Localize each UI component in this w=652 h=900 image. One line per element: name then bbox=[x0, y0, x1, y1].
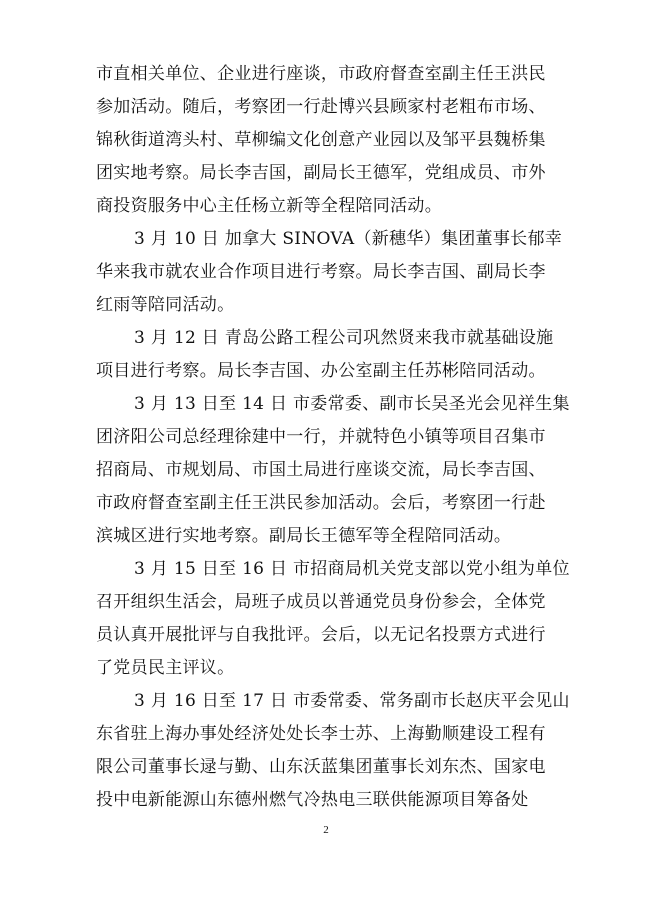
text-line: 商投资服务中心主任杨立新等全程陪同活动。 bbox=[96, 196, 442, 216]
text-line: 市直相关单位、企业进行座谈，市政府督查室副主任王洪民 bbox=[96, 64, 546, 84]
text-line: 华来我市就农业合作项目进行考察。局长李吉国、副局长李 bbox=[96, 262, 546, 282]
paragraph-first-line: 3 月 13 日至 14 日 市委常委、副市长吴圣光会见祥生集 bbox=[134, 394, 570, 414]
text-line: 投中电新能源山东德州燃气冷热电三联供能源项目筹备处 bbox=[96, 790, 529, 810]
text-line: 了党员民主评议。 bbox=[96, 658, 235, 678]
text-line: 滨城区进行实地考察。副局长王德军等全程陪同活动。 bbox=[96, 526, 512, 546]
text-line: 团济阳公司总经理徐建中一行，并就特色小镇等项目召集市 bbox=[96, 427, 546, 447]
page-number: 2 bbox=[323, 824, 329, 836]
paragraph-first-line: 3 月 16 日至 17 日 市委常委、常务副市长赵庆平会见山 bbox=[134, 691, 570, 711]
text-line: 项目进行考察。局长李吉国、办公室副主任苏彬陪同活动。 bbox=[96, 361, 546, 381]
text-line: 召开组织生活会，局班子成员以普通党员身份参会，全体党 bbox=[96, 592, 546, 612]
text-line: 招商局、市规划局、市国土局进行座谈交流，局长李吉国、 bbox=[96, 460, 546, 480]
text-line: 员认真开展批评与自我批评。会后，以无记名投票方式进行 bbox=[96, 625, 546, 645]
text-line: 红雨等陪同活动。 bbox=[96, 295, 235, 315]
text-line: 团实地考察。局长李吉国，副局长王德军，党组成员、市外 bbox=[96, 163, 546, 183]
paragraph-first-line: 3 月 15 日至 16 日 市招商局机关党支部以党小组为单位 bbox=[134, 559, 570, 579]
text-line: 参加活动。随后，考察团一行赴博兴县顾家村老粗布市场、 bbox=[96, 97, 546, 117]
text-line: 限公司董事长逯与勤、山东沃蓝集团董事长刘东杰、国家电 bbox=[96, 757, 546, 777]
text-line: 东省驻上海办事处经济处处长李士苏、上海勤顺建设工程有 bbox=[96, 724, 546, 744]
text-line: 锦秋街道湾头村、草柳编文化创意产业园以及邹平县魏桥集 bbox=[96, 130, 546, 150]
text-line: 市政府督查室副主任王洪民参加活动。会后，考察团一行赴 bbox=[96, 493, 546, 513]
paragraph-first-line: 3 月 12 日 青岛公路工程公司巩然贤来我市就基础设施 bbox=[134, 328, 554, 348]
paragraph-first-line: 3 月 10 日 加拿大 SINOVA（新穗华）集团董事长郁幸 bbox=[134, 229, 563, 249]
